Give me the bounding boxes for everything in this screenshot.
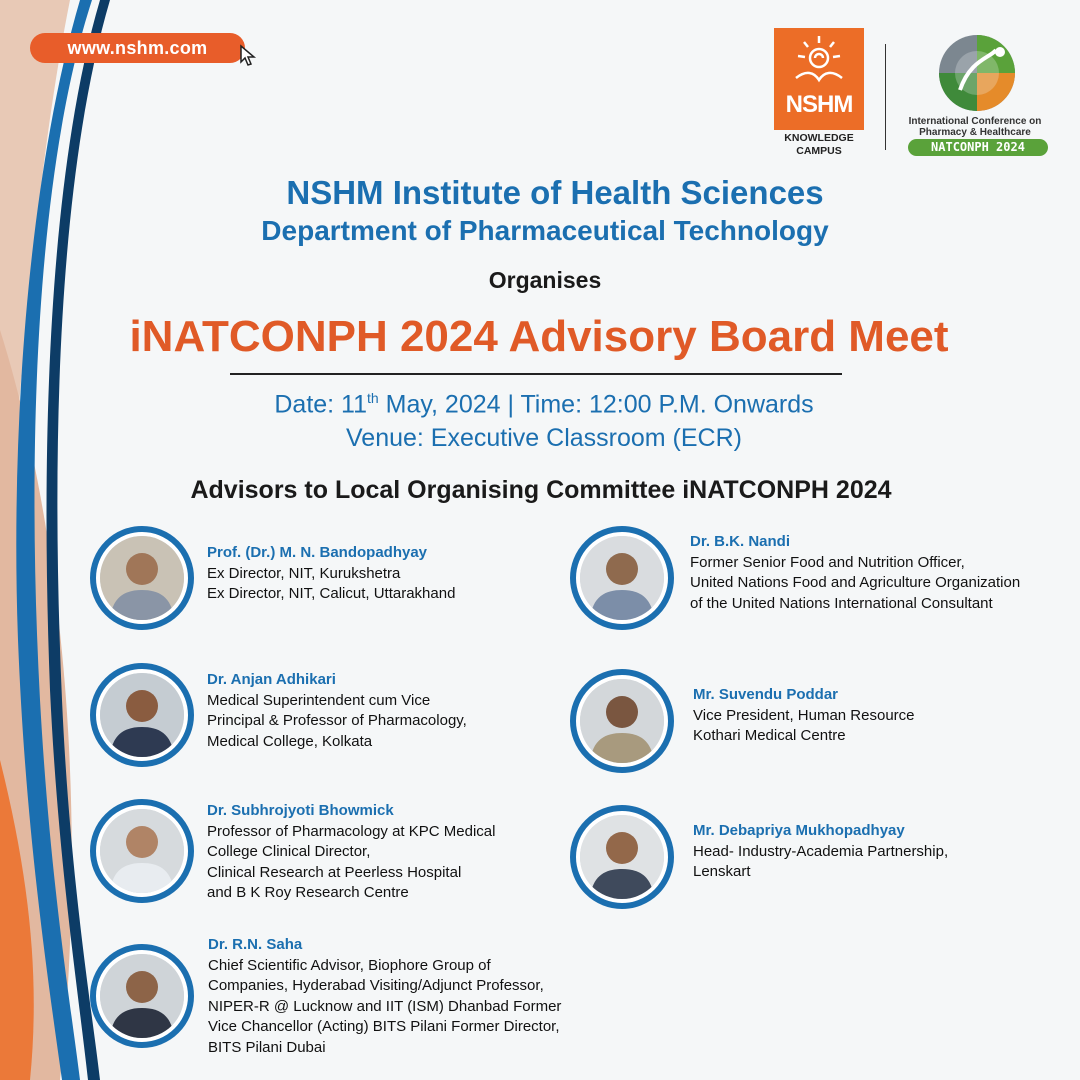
natconph-emblem-icon [900,30,1050,116]
person-icon [100,809,184,893]
advisor-info: Dr. Subhrojyoti Bhowmick Professor of Pharmacology at KPC Medical College Clinical Director, Clinical Research at Peerless Hospital and B K Roy Research Centre [207,802,496,901]
department-title: Department of Pharmaceutical Technology [261,215,829,246]
event-venue: Venue: Executive Classroom (ECR) [346,424,742,452]
person-icon [580,815,664,899]
advisor-photo [570,669,674,773]
advisors-heading: Advisors to Local Organising Committee iNATCONPH 2024 [190,476,892,504]
advisor-info: Dr. Anjan Adhikari Medical Superintendent cum Vice Principal & Professor of Pharmacology, Medical College, Kolkata [207,671,467,750]
person-icon [100,954,184,1038]
advisor-info: Mr. Suvendu Poddar Vice President, Human Resource Kothari Medical Centre [693,686,915,744]
advisor-photo [570,805,674,909]
cursor-icon [238,44,262,68]
advisor-photo [90,799,194,903]
event-date: Date: 11th May, 2024 | Time: 12:00 P.M. Onwards [274,390,814,419]
institute-title: NSHM Institute of Health Sciences [286,174,824,211]
person-icon [100,673,184,757]
title-divider [230,373,842,375]
advisor-info: Prof. (Dr.) M. N. Bandopadhyay Ex Director, NIT, Kurukshetra Ex Director, NIT, Calicut, Uttarakhand [207,544,456,602]
person-icon [580,679,664,763]
website-pill[interactable]: www.nshm.com [30,33,245,63]
nshm-logo [774,28,864,160]
advisor-info: Dr. R.N. Saha Chief Scientific Advisor, Biophore Group of Companies, Hyderabad Visiting/Adjunct Professor, NIPER-R @ Lucknow and IIT (ISM) Dhanbad Former Vice Chancellor (Acting) BITS Pilani Former Director, BITS Pilani Dubai [208,936,562,1056]
advisor-photo [570,526,674,630]
organises-label: Organises [488,267,602,293]
sun-book-icon [774,28,864,92]
advisor-photo [90,663,194,767]
nshm-subtitle: KNOWLEDGE CAMPUS [784,132,854,157]
advisor-photo [90,526,194,630]
event-title: iNATCONPH 2024 Advisory Board Meet [129,312,949,361]
natconph-badge: NATCONPH 2024 [908,139,1048,156]
advisor-info: Dr. B.K. Nandi Former Senior Food and Nutrition Officer, United Nations Food and Agriculture Organization of the United Nations International Consultant [690,533,1021,612]
advisor-photo [90,944,194,1048]
natconph-caption: International Conference on Pharmacy & Healthcare [908,116,1042,138]
nshm-wordmark: NSHM [785,91,853,118]
person-icon [100,536,184,620]
advisor-info: Mr. Debapriya Mukhopadhyay Head- Industry-Academia Partnership, Lenskart [693,822,949,880]
natconph-logo [900,30,1060,160]
logo-divider [885,44,886,150]
person-icon [580,536,664,620]
